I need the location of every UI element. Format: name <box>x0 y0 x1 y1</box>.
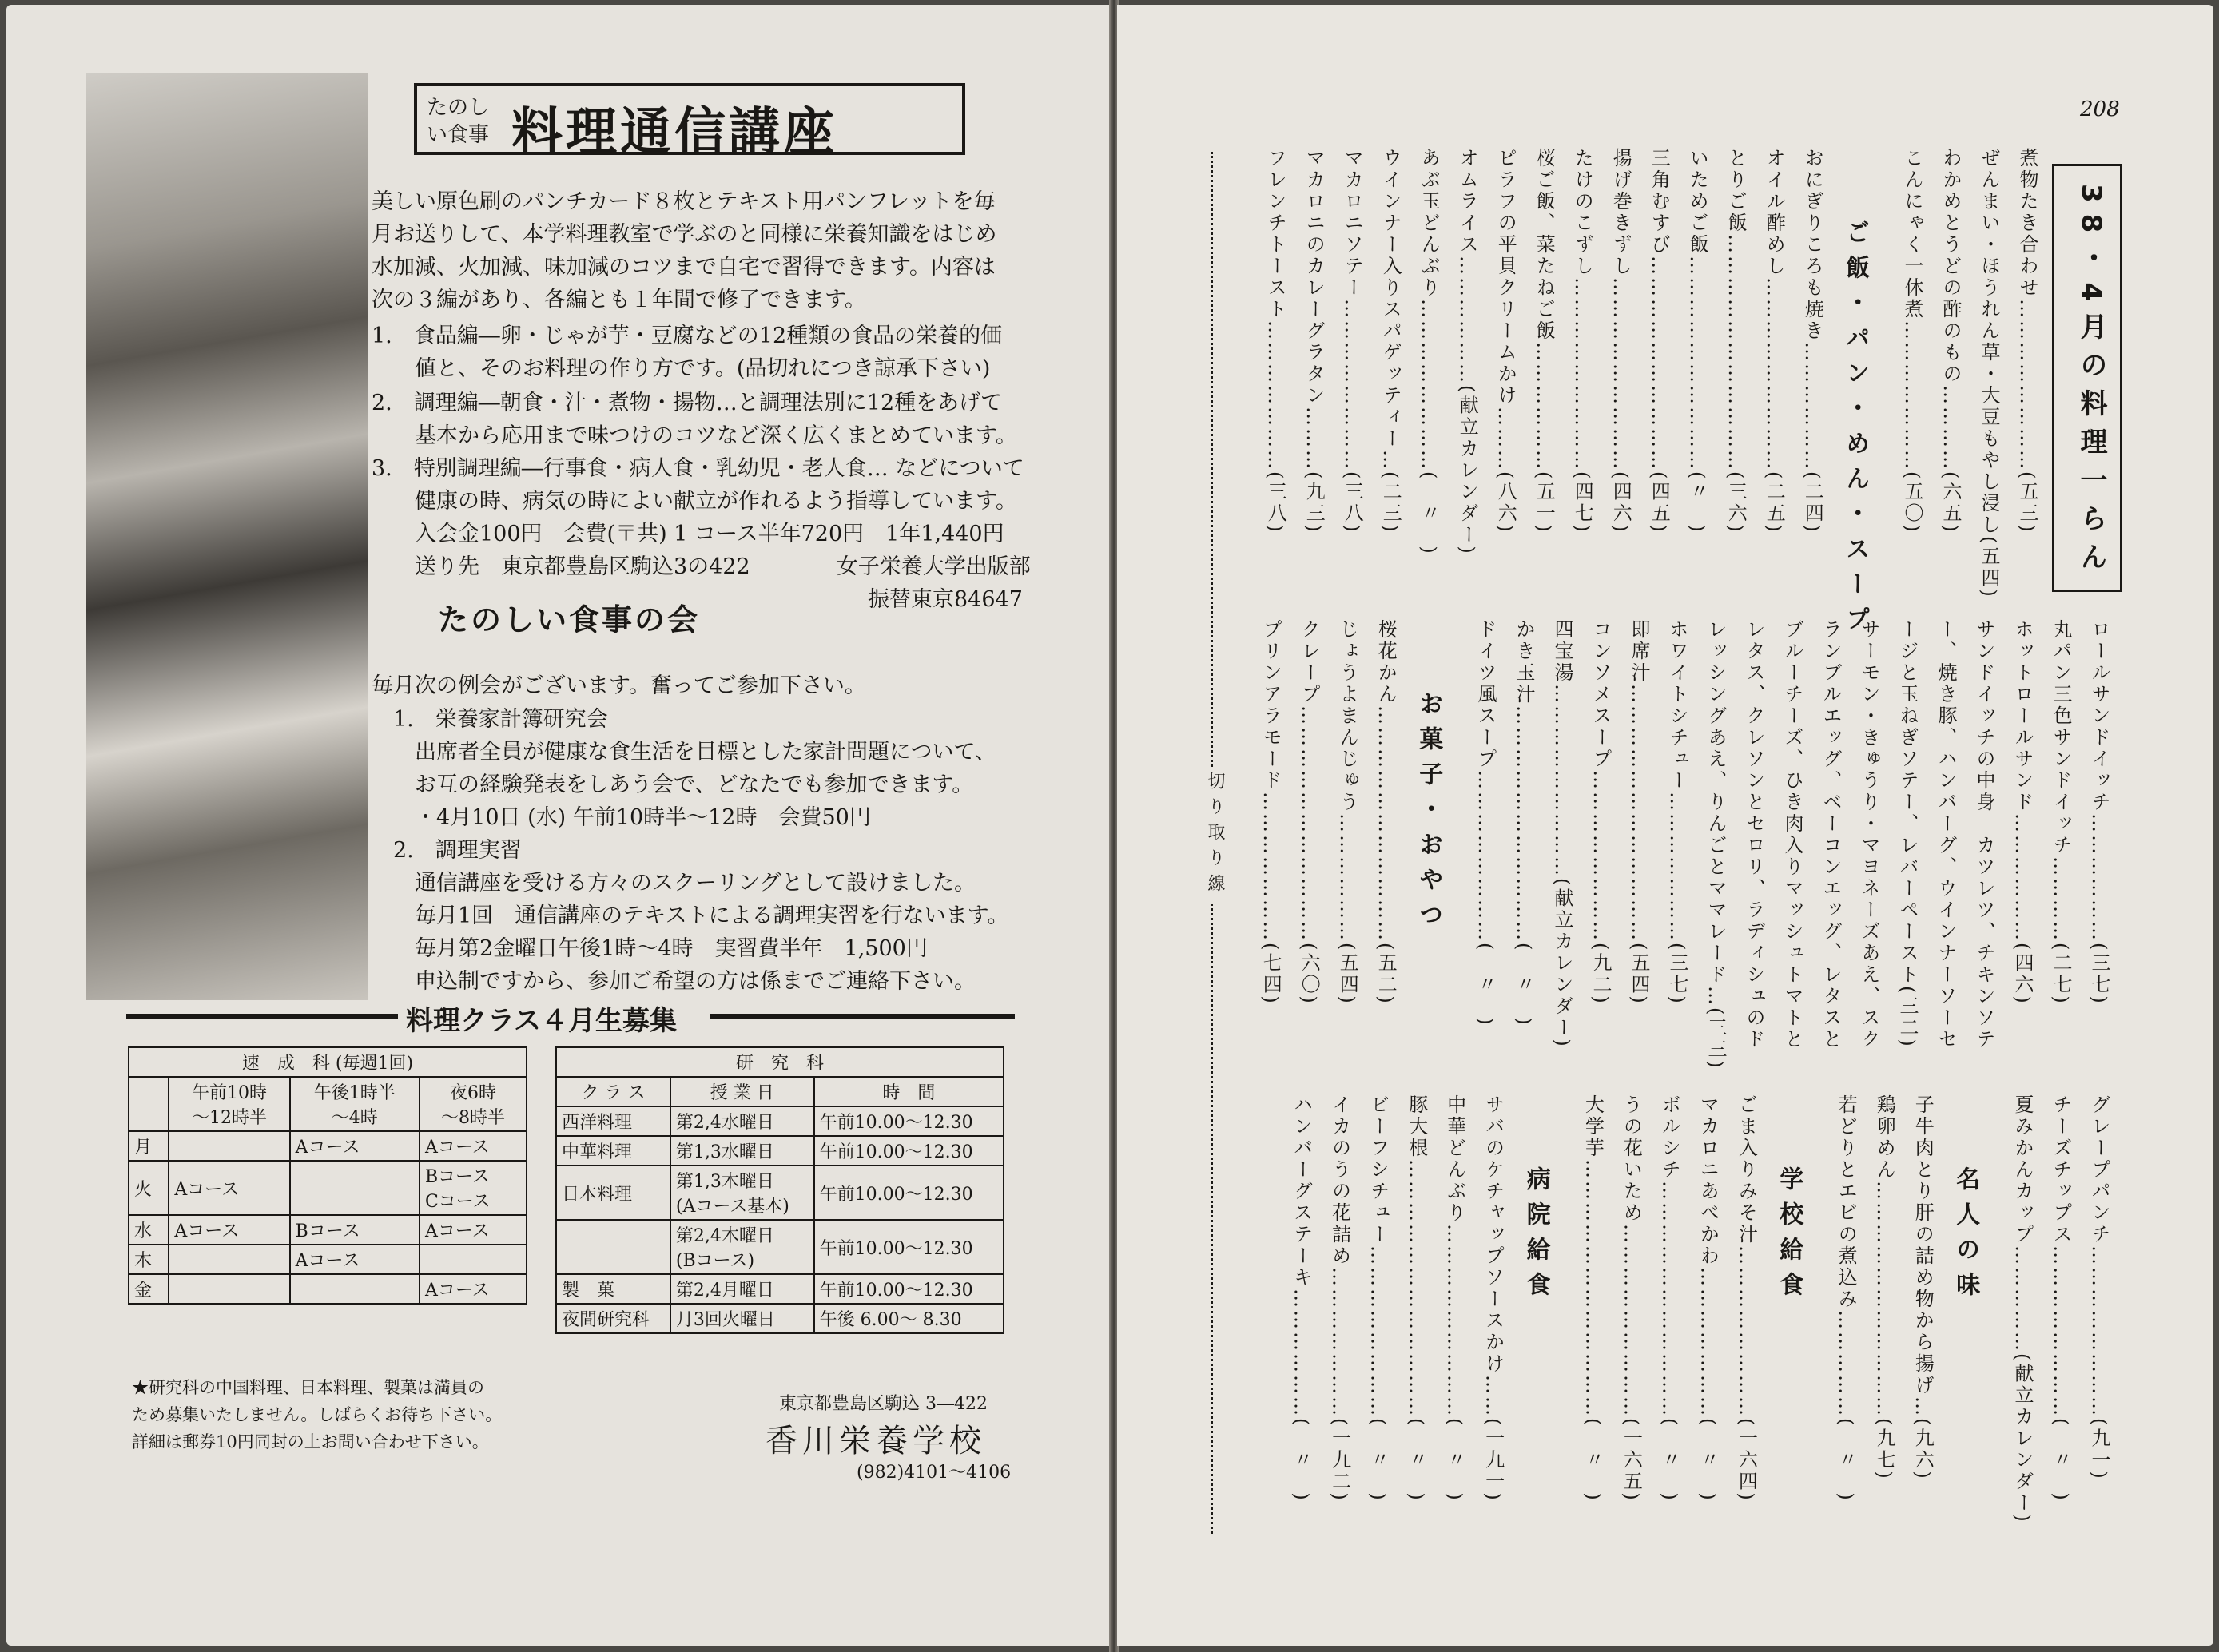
menu-item: ホットロールサンド………………(四六) <box>2011 619 2034 1006</box>
menu-item: レッシングあえ、りんごとママレード…(三三) <box>1704 619 1727 1070</box>
table-row <box>556 1166 1004 1220</box>
table-cell: 第2,4木曜日 (Bコース) <box>670 1220 814 1274</box>
table-cell <box>169 1131 289 1161</box>
menu-item: サンドイッチの中身 カツレツ、チキンソテ <box>1973 619 1995 1050</box>
course-title-box <box>414 83 965 162</box>
table-cell: 第1,3水曜日 <box>670 1136 814 1166</box>
table-header: ク ラ ス <box>556 1077 670 1106</box>
menu-item: ハンバーグステーキ………………( 〃 ) <box>1290 1094 1313 1503</box>
table-cell: Aコース <box>420 1131 527 1161</box>
table-header: 時 間 <box>814 1077 1004 1106</box>
menu-item: うの花いため………………………(一六五) <box>1620 1094 1643 1503</box>
menu-item: とりご飯……………………………(三六) <box>1724 148 1748 534</box>
menu-item: 豚大根………………………………( 〃 ) <box>1405 1094 1428 1503</box>
table-header: 午後1時半 ～4時 <box>290 1077 420 1131</box>
menu-item: ごま入りみそ汁……………………(一六四) <box>1735 1094 1758 1503</box>
table-header: 午前10時 ～12時半 <box>169 1077 289 1131</box>
menu-item: 三角むすび…………………………(四五) <box>1648 148 1671 534</box>
menu-item: サバのケチャップソースかけ……(一九一) <box>1481 1094 1505 1503</box>
menu-item: イカのうの花詰め…………………(一九二) <box>1328 1094 1351 1503</box>
section2-title: たのしい食事の会 <box>438 602 701 637</box>
menu-item: オイル酢めし………………………(二五) <box>1763 148 1786 534</box>
month-title-box <box>2052 164 2122 592</box>
menu-item: 夏みかんカップ……………(献立カレンダー) <box>2011 1094 2034 1524</box>
table-title: 速 成 科 (毎週1回) <box>129 1047 527 1077</box>
menu-item: ぜんまい・ほうれん草・大豆もやし浸し(五四) <box>1978 148 2000 599</box>
table-cell: 第2,4水曜日 <box>670 1106 814 1136</box>
menu-item: 即席汁………………………………(五四) <box>1628 619 1650 1006</box>
table-cell: 午前10.00～12.30 <box>814 1220 1004 1274</box>
intro-text: 美しい原色刷のパンチカード８枚とテキスト用パンフレットを毎 月お送りして、本学料理教室で学ぶのと同様に栄養知識をはじめ 水加減、火加減、味加減のコツまで自宅で習得できます。内容は 次の３編があり、各編とも１年間で修了できます。 <box>372 189 997 312</box>
page-title: 料理通信講座 <box>511 103 837 162</box>
menu-item: コンソメスープ……………………(九二) <box>1589 619 1612 1006</box>
menu-item: 桜花かん……………………………(五二) <box>1374 619 1398 1006</box>
menu-item: ウインナー入りスパゲッティー…(二三) <box>1379 148 1402 534</box>
menu-item: ボルシチ……………………………( 〃 ) <box>1658 1094 1681 1503</box>
menu-section-heading: 学校給食 <box>1775 1166 1803 1307</box>
menu-item: 子牛肉とり肝の詰め物から揚げ…(九六) <box>1911 1094 1935 1481</box>
menu-item: マカロニあべかわ…………………( 〃 ) <box>1696 1094 1720 1503</box>
table-cell: Aコース <box>169 1215 289 1245</box>
menu-section-heading: ご飯・パン・めん・スープ <box>1841 220 1870 641</box>
school-name: 香川栄養学校 <box>766 1423 986 1459</box>
table-cell: Aコース <box>420 1274 527 1304</box>
menu-item: 鶏卵めん……………………………(九七) <box>1873 1094 1896 1481</box>
quick-course-table <box>128 1046 527 1305</box>
table-cell: 午前10.00～12.30 <box>814 1166 1004 1220</box>
menu-item: 桜ご飯、菜たねご飯………………(五一) <box>1533 148 1556 534</box>
menu-item: 揚げ巻きずし………………………(四六) <box>1609 148 1632 534</box>
table-cell: 夜間研究科 <box>556 1304 670 1333</box>
menu-section-heading: 病院給食 <box>1521 1166 1550 1307</box>
menu-item: ージと玉ねぎソテー、レバーペースト(三二) <box>1896 619 1919 1049</box>
table-cell: Aコース <box>169 1161 289 1215</box>
table-cell: 第2,4月曜日 <box>670 1274 814 1304</box>
table-cell: 中華料理 <box>556 1136 670 1166</box>
table-cell <box>290 1161 420 1215</box>
course-item-1: 1. 食品編―卵・じゃが芋・豆腐などの12種類の食品の栄養的価 値と、そのお料理の作り方です。(品切れにつき諒承下さい) <box>372 324 1003 381</box>
menu-item: 中華どんぶり………………………( 〃 ) <box>1443 1094 1466 1503</box>
section2-intro: 毎月次の例会がございます。奮ってご参加下さい。 <box>372 673 866 698</box>
table-cell: 月 <box>129 1131 169 1161</box>
menu-item: ランブルエッグ、ベーコンエッグ、レタスと <box>1819 619 1842 1050</box>
menu-item: じょうよまんじゅう………………(五四) <box>1336 619 1359 1006</box>
table-cell: 午前10.00～12.30 <box>814 1274 1004 1304</box>
menu-item: レタス、クレソンとセロリ、ラディシュのド <box>1743 619 1765 1050</box>
menu-item: クレープ……………………………(六〇) <box>1298 619 1321 1006</box>
table-header <box>129 1077 169 1131</box>
page-number: 208 <box>2080 97 2120 121</box>
notes-text: ★研究科の中国料理、日本料理、製菓は満員の ため募集いたしません。しばらくお待ち下さい。 詳細は郵券10円同封の上お問い合わせ下さい。 <box>132 1378 503 1451</box>
table-row <box>129 1131 527 1161</box>
menu-item: ー、焼き豚、ハンバーグ、ウインナーソーセ <box>1935 619 1957 1050</box>
school-address: 東京都豊島区駒込 3―422 <box>779 1394 988 1414</box>
table-row <box>556 1136 1004 1166</box>
table-row <box>129 1215 527 1245</box>
table-header: 授 業 日 <box>670 1077 814 1106</box>
table-row <box>129 1245 527 1274</box>
month-title: 38・4月の料理一らん <box>2075 184 2107 581</box>
menu-item: おにぎりころも焼き………………(二四) <box>1801 148 1824 534</box>
menu-item: ピラフの平貝クリームかけ………(八六) <box>1494 148 1517 534</box>
table-row <box>129 1274 527 1304</box>
menu-item: こんにゃく一休煮…………………(五〇) <box>1901 148 1923 534</box>
menu-item: ホワイトシチュー…………………(三七) <box>1666 619 1688 1006</box>
menu-item: あぶ玉どんぶり……………………( 〃 ) <box>1418 148 1441 556</box>
menu-item: たけのこずし………………………(四七) <box>1571 148 1594 534</box>
table-cell: 木 <box>129 1245 169 1274</box>
class-recruit-header <box>126 999 1015 1037</box>
menu-item: プリンアラモード…………………(七四) <box>1259 619 1282 1006</box>
menu-item: 丸パン三色サンドイッチ…………(二七) <box>2050 619 2072 1006</box>
table-cell: 日本料理 <box>556 1166 670 1220</box>
table-cell: 午前10.00～12.30 <box>814 1106 1004 1136</box>
table-cell <box>290 1274 420 1304</box>
school-phone: (982)4101～4106 <box>857 1463 1012 1483</box>
table-cell: 午前10.00～12.30 <box>814 1136 1004 1166</box>
table-cell <box>169 1245 289 1274</box>
table-cell: Bコース <box>290 1215 420 1245</box>
table-row <box>556 1220 1004 1274</box>
table-cell: 午後 6.00～ 8.30 <box>814 1304 1004 1333</box>
table-row <box>556 1106 1004 1136</box>
table-cell: Aコース <box>420 1215 527 1245</box>
class-recruit-title: 料理クラス４月生募集 <box>398 999 685 1038</box>
menu-item: グレープパンチ……………………(九一) <box>2088 1094 2110 1481</box>
menu-item: マカロニのカレーグラタン………(九三) <box>1302 148 1326 534</box>
menu-item: ブルーチーズ、ひき肉入りマッシュトマトと <box>1781 619 1803 1050</box>
menu-item: マカロニソテー……………………(三八) <box>1341 148 1364 534</box>
course-item-2: 2. 調理編―朝食・汁・煮物・揚物…と調理法別に12種をあげて 基本から応用まで味つけのコツなど深く広くまとめています。 <box>372 391 1017 448</box>
table-cell: Aコース <box>290 1131 420 1161</box>
table-cell: 西洋料理 <box>556 1106 670 1136</box>
section2-body: 1. 栄養家計簿研究会 出席者全員が健康な食生活を目標とした家計問題について、 お互の経験発表をしあう会で、どなたでも参加できます。 ・4月10日 (水) 午前10時半～12時 会費50円 2. 調理実習 通信講座を受ける方々のスクーリングとして設けました。 毎月1回 通信講座のテキストによる調理実習を行ないます。 毎月第2金曜日午後1時～4時 実習費半年 1,500円 申込制ですから、参加ご希望の方は係までご連絡下さい。 <box>392 707 1009 994</box>
table-cell: 水 <box>129 1215 169 1245</box>
table-cell: 製 菓 <box>556 1274 670 1304</box>
table-row <box>556 1304 1004 1333</box>
table-title: 研 究 科 <box>556 1047 1004 1077</box>
menu-item: チーズチップス……………………( 〃 ) <box>2050 1094 2072 1503</box>
table-header: 夜6時 ～8時半 <box>420 1077 527 1131</box>
table-row <box>129 1161 527 1215</box>
menu-item: オムライス………………(献立カレンダー) <box>1456 148 1479 556</box>
table-cell: Aコース <box>290 1245 420 1274</box>
table-cell: 第1,3木曜日 (Aコース基本) <box>670 1166 814 1220</box>
menu-item: 四宝湯………………………(献立カレンダー) <box>1551 619 1573 1049</box>
table-cell <box>169 1274 289 1304</box>
menu-item: ロールサンドイッチ………………(三七) <box>2088 619 2110 1006</box>
menu-item: かき玉汁……………………………( 〃 ) <box>1513 619 1535 1027</box>
table-cell: 金 <box>129 1274 169 1304</box>
menu-item: フレンチトースト…………………(三八) <box>1264 148 1287 534</box>
table-cell <box>556 1220 670 1274</box>
table-cell: Bコース Cコース <box>420 1161 527 1215</box>
table-cell <box>420 1245 527 1274</box>
menu-section-heading: お菓子・おやつ <box>1414 691 1443 937</box>
research-course-table <box>555 1046 1004 1334</box>
cut-line-label: 切り取り線 <box>1203 767 1227 904</box>
menu-item: ドイツ風スープ……………………( 〃 ) <box>1474 619 1497 1027</box>
menu-item: ビーフシチュー……………………( 〃 ) <box>1366 1094 1390 1503</box>
menu-item: わかめとうどの酢のもの…………(六五) <box>1939 148 1962 534</box>
menu-item: 若どりとエビの煮込み……………( 〃 ) <box>1835 1094 1858 1503</box>
menu-section-heading: 名人の味 <box>1951 1166 1980 1307</box>
course-item-3: 3. 特別調理編―行事食・病人食・乳幼児・老人食… などについて 健康の時、病気の時によい献立が作れるよう指導しています。 入会金100円 会費(〒共) 1 コース半年720円 1年1,440円 送り先 東京都豊島区駒込3の422 女子栄養大学出版部 振替東京84647 <box>372 456 1031 612</box>
menu-item: サーモン・きゅうり・マヨネーズあえ、スク <box>1858 619 1880 1050</box>
table-row <box>556 1274 1004 1304</box>
menu-item: 大学芋………………………………( 〃 ) <box>1581 1094 1605 1503</box>
title-small: たのしい食事 <box>427 96 490 147</box>
cookbook-photo <box>86 73 368 1000</box>
table-cell: 火 <box>129 1161 169 1215</box>
menu-item: いためご飯…………………………(〃 ) <box>1686 148 1709 534</box>
table-cell: 月3回火曜日 <box>670 1304 814 1333</box>
menu-item: 煮物たき合わせ……………………(五三) <box>2016 148 2038 534</box>
